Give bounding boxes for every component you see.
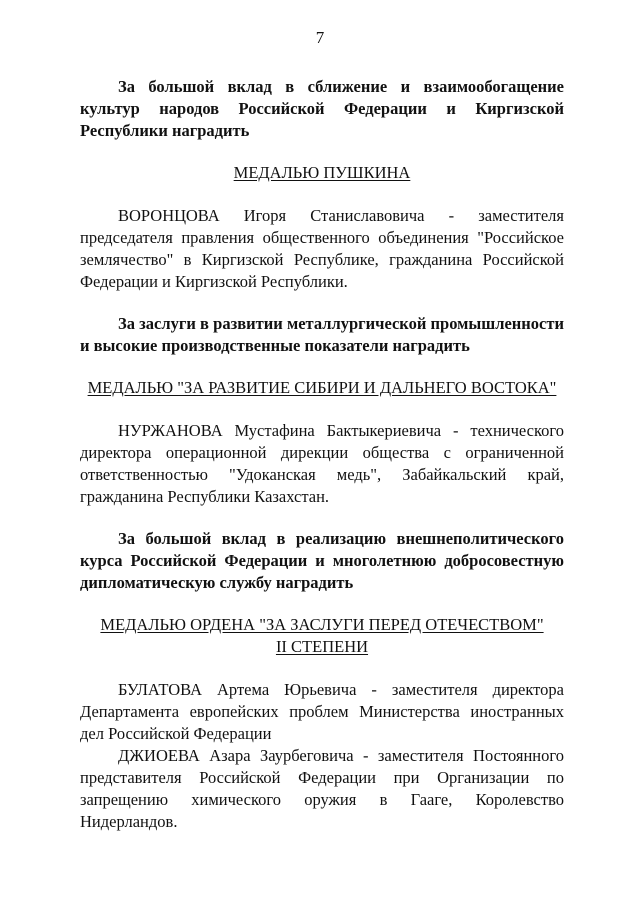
awardee-entry: НУРЖАНОВА Мустафина Бактыкериевича - технического директора операционной дирекции общества с ограниченной ответственностью "Удоканская медь", Забайкальский край, гражданина Республики Казахстан. [80,421,564,506]
awardee-entry: БУЛАТОВА Артема Юрьевича - заместителя директора Департамента европейских проблем Министерства иностранных дел Российской Федерации [80,680,564,743]
medal-title-degree: II СТЕПЕНИ [275,637,369,656]
award-preamble: За большой вклад в реализацию внешнеполитического курса Российской Федерации и многолетнюю добросовестную дипломатическую службу наградить [80,529,564,592]
awardee-entry: ДЖИОЕВА Азара Заурбеговича - заместителя Постоянного представителя Российской Федерации при Организации по запрещению химического оружия в Гааге, Королевство Нидерландов. [80,746,564,831]
award-preamble: За большой вклад в сближение и взаимообогащение культур народов Российской Федерации и Киргизской Республики наградить [80,77,564,140]
page-number: 7 [315,28,325,47]
awardee-entry: ВОРОНЦОВА Игоря Станиславовича - заместителя председателя правления общественного объединения "Российское землячество" в Киргизской Республике, гражданина Российской Федерации и Киргизской Республики. [80,206,564,291]
medal-title: МЕДАЛЬЮ ПУШКИНА [233,163,411,182]
award-preamble: За заслуги в развитии металлургической промышленности и высокие производственные показатели наградить [80,314,564,355]
medal-title: МЕДАЛЬЮ "ЗА РАЗВИТИЕ СИБИРИ И ДАЛЬНЕГО ВОСТОКА" [87,378,557,397]
medal-title: МЕДАЛЬЮ ОРДЕНА "ЗА ЗАСЛУГИ ПЕРЕД ОТЕЧЕСТВОМ" [100,615,544,634]
